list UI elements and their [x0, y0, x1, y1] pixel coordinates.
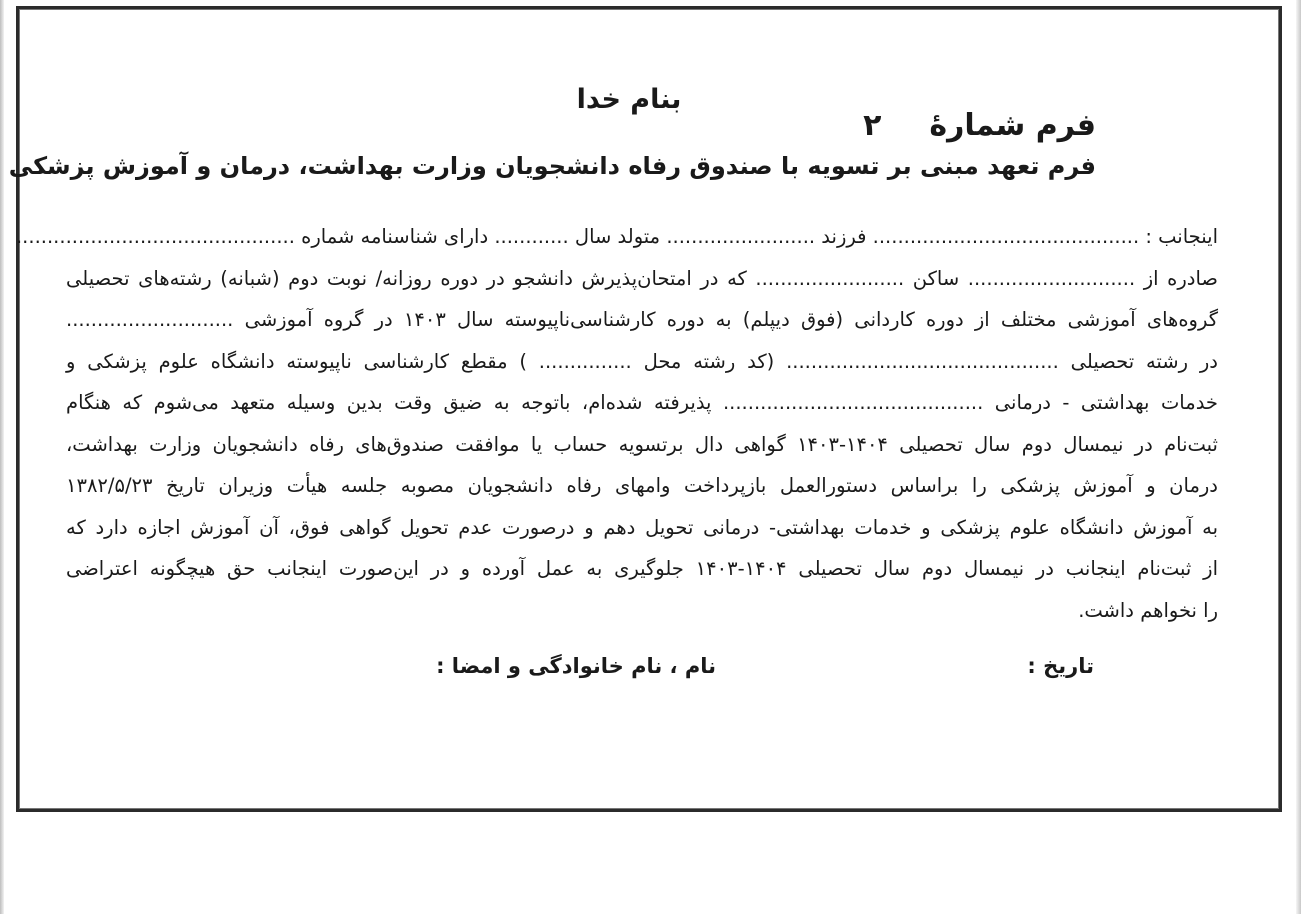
body-line: اینجانب : ........................................... فرزند ........................ متولد سال ............ دارای شناسنامه شماره ............................................. — [15, 225, 1218, 248]
body-line: ثبت‌نام در نیمسال دوم سال تحصیلی ۱۴۰۴-۱۴۰۳ گواهی دال برتسویه حساب یا موافقت صندوق‌های رفاه دانشجویان وزارت بهداشت، — [66, 432, 1218, 456]
body-line: در رشته تحصیلی ............................................ (کد رشته محل ............... ) مقطع کارشناسی ناپیوسته دانشگاه علوم پزشکی و — [66, 349, 1218, 373]
body-line: صادره از ........................... ساکن ........................ که در امتحان‌پذیرش دانشجو در دوره روزانه/ نوبت دوم (شبانه) رشته‌های تحصیلی — [66, 266, 1218, 290]
signature-row — [16, 654, 1282, 694]
body-line: گروه‌های آموزشی مختلف از دوره کاردانی (فوق دیپلم) به دوره کارشناسی‌ناپیوسته سال ۱۴۰۳ در گروه آموزشی ........................... — [66, 308, 1218, 331]
date-label: تاریخ : — [1027, 654, 1094, 678]
form-body — [15, 216, 1218, 631]
body-line: به آموزش دانشگاه علوم پزشکی و خدمات بهداشتی- درمانی تحویل دهم و درصورت عدم تحویل گواهی فوق، آن آموزش اجازه دارد که — [66, 515, 1218, 539]
body-line: خدمات بهداشتی - درمانی .......................................... پذیرفته شده‌ام، باتوجه به ضیق وقت بدین وسیله متعهد می‌شوم که هنگام — [66, 391, 1218, 414]
form-title: فرم تعهد مبنی بر تسویه با صندوق رفاه دانشجویان وزارت بهداشت، درمان و آموزش پزشکی — [8, 152, 1096, 180]
scan-edge-left — [0, 0, 4, 914]
scan-edge-right — [1296, 0, 1301, 914]
body-line: از ثبت‌نام اینجانب در نیمسال دوم سال تحصیلی ۱۴۰۴-۱۴۰۳ جلوگیری به عمل آورده و در این‌صورت اینجانب حق هیچگونه اعتراضی — [66, 557, 1218, 580]
form-number-value: ۲ — [863, 108, 882, 143]
bismillah-heading: بنام خدا — [576, 84, 682, 115]
form-number — [863, 108, 1096, 143]
signature-label: نام ، نام خانوادگی و امضا : — [436, 654, 716, 678]
body-line: را نخواهم داشت. — [1078, 598, 1218, 622]
body-line: درمان و آموزش پزشکی را براساس دستورالعمل بازپرداخت وامهای رفاه دانشجویان مصوبه جلسه هیأت وزیران تاریخ ۱۳۸۲/۵/۲۳ — [66, 474, 1218, 497]
form-number-label: فرم شمارهٔ — [929, 108, 1096, 143]
commitment-form — [8, 6, 1282, 812]
